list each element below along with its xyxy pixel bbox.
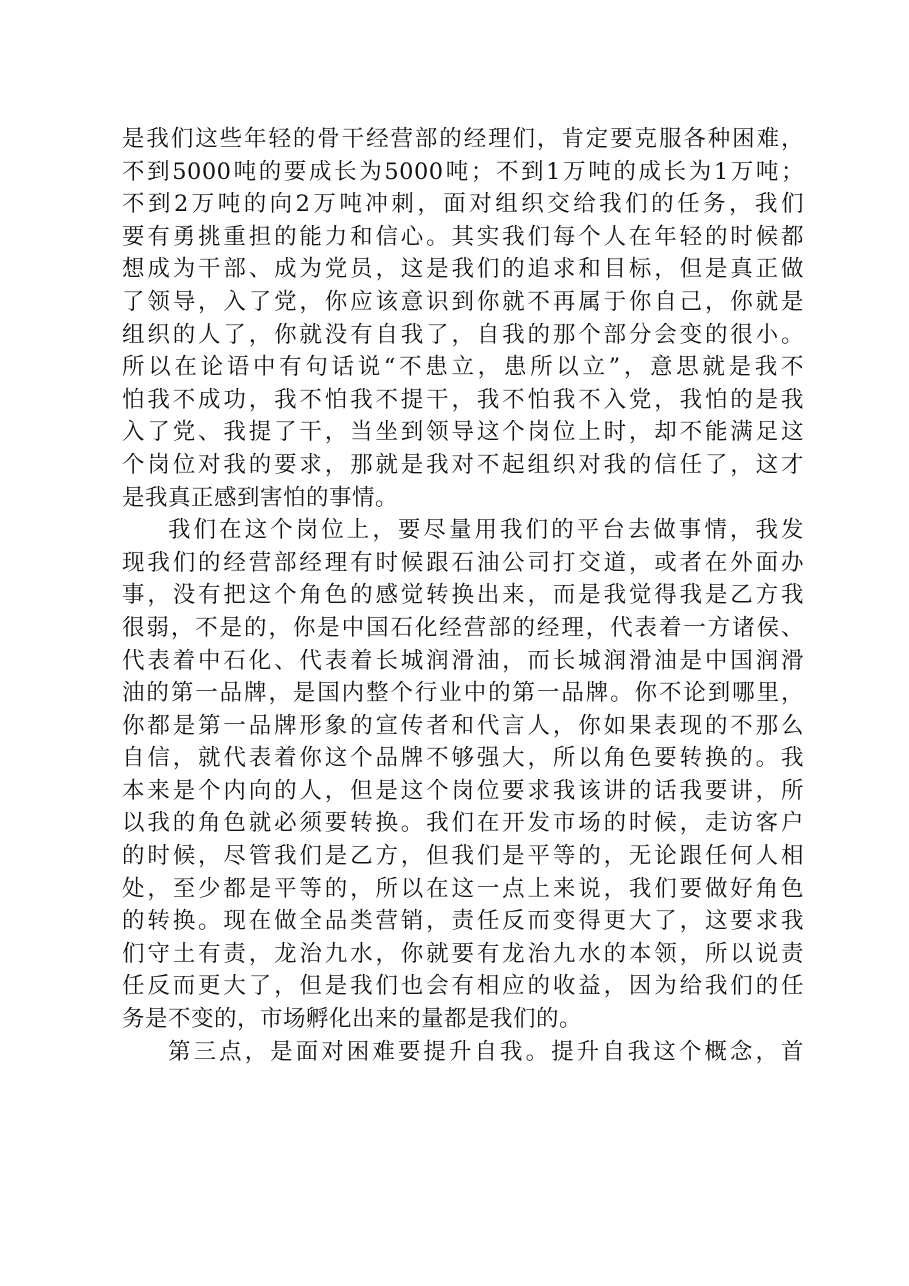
text-line: 个岗位对我的要求，那就是我对不起组织对我的信任了，这才: [122, 451, 804, 478]
text-line: 的时候，尽管我们是乙方，但我们是平等的，无论跟任何人相: [122, 843, 804, 870]
text-line: 务是不变的，市场孵化出来的量都是我们的。: [122, 1006, 583, 1033]
text-line: 自信，就代表着你这个品牌不够强大，所以角色要转换的。我: [122, 745, 804, 772]
text-line: 了领导，入了党，你应该意识到你就不再属于你自己，你就是: [122, 288, 804, 315]
text-line: 不到5000吨的要成长为5000吨；不到1万吨的成长为1万吨；: [122, 158, 804, 185]
paragraph-1: [122, 123, 804, 514]
paragraph-3: [122, 1036, 804, 1069]
text-line: 组织的人了，你就没有自我了，自我的那个部分会变的很小。: [122, 321, 804, 348]
text-line: 想成为干部、成为党员，这是我们的追求和目标，但是真正做: [122, 256, 804, 283]
text-line: 的转换。现在做全品类营销，责任反而变得更大了，这要求我: [122, 908, 804, 935]
text-line: 是我真正感到害怕的事情。: [122, 484, 399, 511]
text-line: 是我们这些年轻的骨干经营部的经理们，肯定要克服各种困难，: [122, 126, 804, 152]
text-line: 不到2万吨的向2万吨冲刺，面对组织交给我们的任务，我们: [122, 191, 804, 218]
text-line: 本来是个内向的人，但是这个岗位要求我该讲的话我要讲，所: [122, 777, 804, 804]
text-line: 我们在这个岗位上，要尽量用我们的平台去做事情，我发: [168, 517, 804, 544]
text-line: 们守土有责，龙治九水，你就要有龙治九水的本领，所以说责: [122, 940, 804, 967]
text-line: 事，没有把这个角色的感觉转换出来，而是我觉得我是乙方我: [122, 582, 804, 609]
body-text: [122, 123, 804, 1068]
text-line: 你都是第一品牌形象的宣传者和代言人，你如果表现的不那么: [122, 712, 804, 739]
text-line: 任反而更大了，但是我们也会有相应的收益，因为给我们的任: [122, 973, 804, 1000]
text-line: 油的第一品牌，是国内整个行业中的第一品牌。你不论到哪里，: [122, 680, 804, 707]
text-line: 以我的角色就必须要转换。我们在开发市场的时候，走访客户: [122, 810, 804, 837]
text-line: 代表着中石化、代表着长城润滑油，而长城润滑油是中国润滑: [122, 647, 804, 674]
text-line: 很弱，不是的，你是中国石化经营部的经理，代表着一方诸侯、: [122, 614, 804, 641]
text-line: 所以在论语中有句话说“不患立，患所以立”，意思就是我不: [122, 354, 804, 381]
text-line: 处，至少都是平等的，所以在这一点上来说，我们要做好角色: [122, 875, 804, 902]
text-line: 要有勇挑重担的能力和信心。其实我们每个人在年轻的时候都: [122, 223, 804, 250]
text-line: 怕我不成功，我不怕我不提干，我不怕我不入党，我怕的是我: [122, 386, 804, 413]
text-line: 第三点，是面对困难要提升自我。提升自我这个概念，首: [168, 1038, 804, 1065]
text-line: 现我们的经营部经理有时候跟石油公司打交道，或者在外面办: [122, 549, 804, 576]
paragraph-2: [122, 514, 804, 1036]
text-line: 入了党、我提了干，当坐到领导这个岗位上时，却不能满足这: [122, 419, 804, 446]
